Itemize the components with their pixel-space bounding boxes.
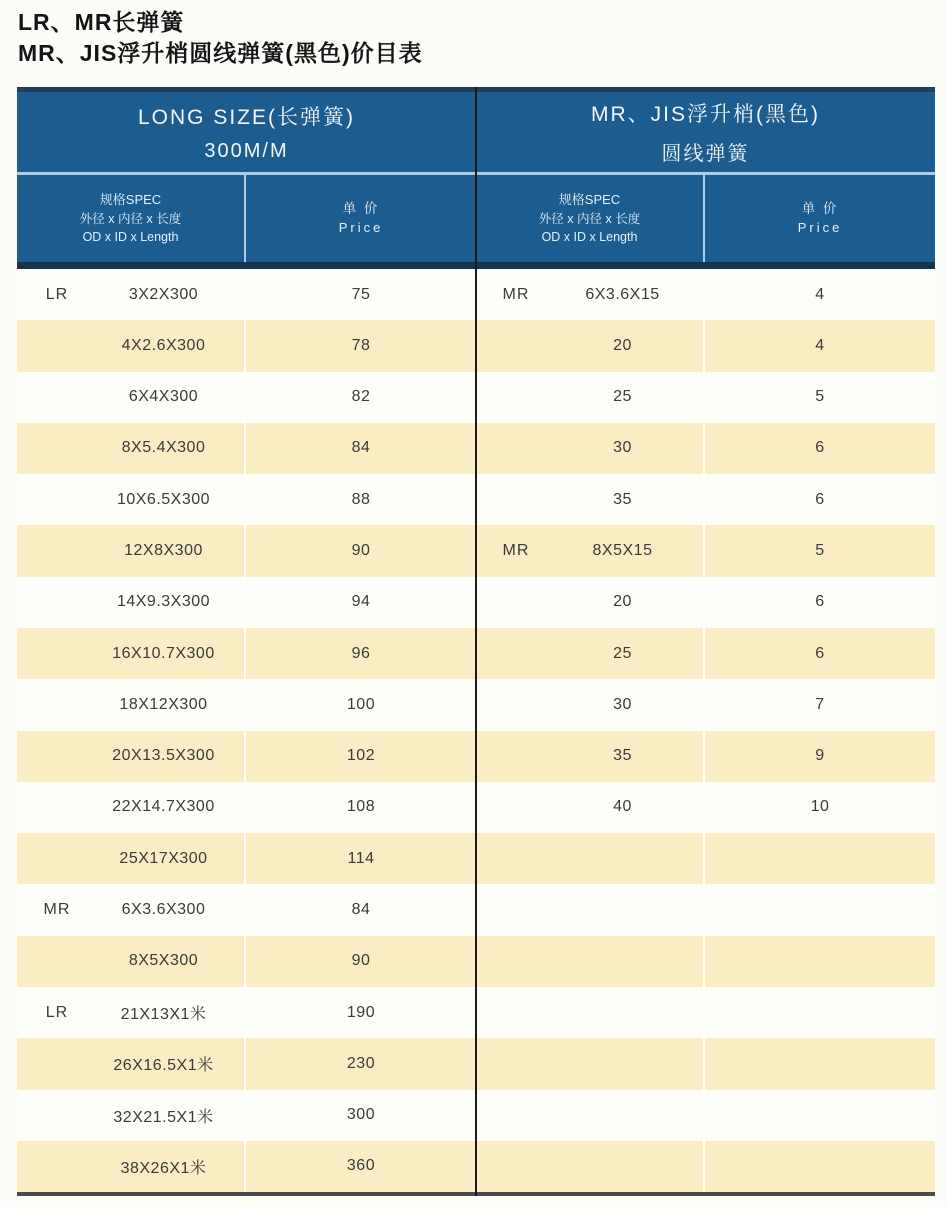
row-spec-value: 20 — [613, 336, 632, 354]
spec-cell — [17, 833, 246, 884]
table-row — [17, 320, 476, 371]
table-row — [17, 372, 476, 423]
spec-cell — [476, 987, 705, 1038]
row-price-value: 9 — [815, 747, 825, 765]
spec-cell — [476, 474, 705, 525]
spec-cell — [17, 782, 246, 833]
table-row — [17, 474, 476, 525]
spec-cell — [476, 423, 705, 474]
spec-cell — [476, 884, 705, 935]
row-price-value: 6 — [815, 439, 825, 457]
spec-cell — [476, 372, 705, 423]
table-row — [17, 833, 476, 884]
left-group-header — [17, 92, 476, 172]
left-spec-header-line3: OD x ID x Length — [82, 229, 179, 244]
row-price-value: 84 — [351, 901, 371, 919]
spec-cell — [17, 320, 246, 371]
row-spec-value: 20 — [613, 593, 632, 611]
price-table — [17, 87, 935, 1196]
row-price-value: 114 — [347, 849, 375, 867]
row-price-value: 300 — [346, 1106, 376, 1124]
spec-cell — [17, 577, 246, 628]
table-row — [476, 1141, 935, 1192]
spec-cell — [476, 833, 705, 884]
row-series-prefix: LR — [45, 1003, 69, 1021]
spec-cell — [17, 423, 246, 474]
left-price-header-line1: 单 价 — [342, 201, 380, 217]
left-spec-header-line2: 外径 x 内径 x 长度 — [79, 211, 182, 226]
row-series-prefix: MR — [502, 285, 530, 303]
row-spec-value: 6X3.6X300 — [121, 901, 206, 919]
row-spec-value: 30 — [613, 439, 632, 457]
right-spec-column-header — [476, 175, 705, 262]
row-price-value: 190 — [346, 1003, 376, 1021]
row-spec-value: 32X21.5X1米 — [113, 1108, 214, 1126]
row-price-value: 10 — [810, 798, 830, 816]
right-spec-header-line1: 规格SPEC — [558, 191, 621, 207]
row-spec-value: 25X17X300 — [119, 849, 208, 867]
row-price-value: 94 — [351, 593, 371, 611]
spec-cell — [476, 1038, 705, 1089]
spec-cell — [476, 1090, 705, 1141]
spec-cell — [476, 731, 705, 782]
row-price-value — [705, 833, 935, 884]
row-price-value — [705, 987, 935, 1038]
row-spec-value: 30 — [613, 695, 632, 713]
table-row — [476, 372, 935, 423]
spec-cell — [476, 525, 705, 576]
spec-cell — [476, 577, 705, 628]
table-row — [17, 269, 476, 320]
right-spec-header-line2: 外径 x 内径 x 长度 — [538, 211, 641, 226]
left-group-subtitle: 300M/M — [204, 140, 289, 162]
spec-cell — [17, 1141, 246, 1192]
row-spec-value: 12X8X300 — [124, 542, 203, 560]
spec-cell — [17, 1090, 246, 1141]
spec-cell — [476, 1141, 705, 1192]
row-spec-value: 8X5X15 — [592, 542, 653, 560]
row-price-value: 84 — [351, 439, 371, 457]
row-price-value — [705, 1090, 935, 1141]
row-price-value: 7 — [815, 695, 825, 713]
table-row — [476, 833, 935, 884]
row-spec-value: 3X2X300 — [128, 285, 199, 303]
row-spec-value: 8X5X300 — [128, 952, 199, 970]
right-table-rows — [476, 269, 935, 1192]
spec-cell — [17, 731, 246, 782]
table-row — [476, 269, 935, 320]
table-row — [17, 1038, 476, 1089]
row-price-value — [705, 1038, 935, 1089]
table-row — [17, 936, 476, 987]
page-title-line2: MR、JIS浮升梢圆线弹簧(黑色)价目表 — [18, 40, 423, 66]
row-spec-value: 16X10.7X300 — [112, 644, 215, 662]
row-spec-value: 10X6.5X300 — [116, 490, 211, 508]
spec-cell — [17, 679, 246, 730]
spec-cell — [17, 884, 246, 935]
spec-cell — [17, 372, 246, 423]
table-row — [476, 474, 935, 525]
spec-cell — [476, 782, 705, 833]
table-row — [17, 1141, 476, 1192]
table-row — [17, 679, 476, 730]
spec-cell — [17, 525, 246, 576]
row-price-value: 5 — [815, 388, 825, 406]
table-row — [17, 884, 476, 935]
row-price-value: 90 — [351, 542, 371, 560]
row-spec-value: 14X9.3X300 — [116, 593, 211, 611]
row-price-value: 90 — [351, 952, 371, 970]
row-price-value: 360 — [346, 1157, 376, 1175]
left-spec-column-header — [17, 175, 246, 262]
table-row — [17, 987, 476, 1038]
spec-cell — [476, 936, 705, 987]
right-group-subtitle: 圆线弹簧 — [661, 143, 750, 165]
right-group-header — [476, 92, 935, 172]
right-group-title: MR、JIS浮升梢(黑色) — [591, 103, 820, 126]
right-price-header-line2: Price — [797, 219, 843, 235]
row-spec-value: 22X14.7X300 — [112, 798, 215, 816]
left-price-header-line2: Price — [338, 219, 384, 235]
row-price-value: 6 — [815, 593, 825, 611]
row-price-value: 88 — [351, 490, 371, 508]
table-row — [17, 1090, 476, 1141]
table-row — [476, 1090, 935, 1141]
table-row — [476, 423, 935, 474]
row-price-value — [705, 936, 935, 987]
row-spec-value: 25 — [613, 388, 632, 406]
row-spec-value: 38X26X1米 — [120, 1159, 207, 1177]
row-series-prefix: MR — [502, 542, 530, 560]
left-table-rows — [17, 269, 476, 1192]
row-price-value: 100 — [346, 695, 376, 713]
spec-cell — [476, 679, 705, 730]
right-spec-header-line3: OD x ID x Length — [541, 229, 638, 244]
row-spec-value: 35 — [613, 747, 632, 765]
row-price-value: 6 — [815, 490, 825, 508]
table-row — [476, 320, 935, 371]
table-row — [476, 577, 935, 628]
spec-cell — [17, 628, 246, 679]
row-spec-value: 6X3.6X15 — [585, 285, 660, 303]
page-title — [18, 7, 423, 69]
row-price-value: 6 — [815, 644, 825, 662]
table-row — [17, 577, 476, 628]
left-price-column-header — [246, 175, 476, 262]
spec-cell — [476, 320, 705, 371]
left-spec-header-line1: 规格SPEC — [99, 191, 162, 207]
row-spec-value: 6X4X300 — [128, 388, 199, 406]
row-spec-value: 4X2.6X300 — [121, 336, 206, 354]
row-price-value: 96 — [351, 644, 371, 662]
table-row — [476, 1038, 935, 1089]
left-group-title: LONG SIZE(长弹簧) — [137, 106, 355, 129]
spec-cell — [476, 628, 705, 679]
spec-cell — [17, 987, 246, 1038]
row-price-value: 4 — [815, 285, 825, 303]
spec-cell — [17, 474, 246, 525]
row-series-prefix: MR — [43, 901, 71, 919]
table-row — [17, 525, 476, 576]
row-price-value: 102 — [346, 747, 376, 765]
right-price-header-line1: 单 价 — [801, 201, 839, 217]
spec-cell — [17, 1038, 246, 1089]
page-title-line1: LR、MR长弹簧 — [18, 9, 185, 35]
spec-cell — [17, 269, 246, 320]
table-row — [17, 423, 476, 474]
row-price-value — [705, 1141, 935, 1192]
row-price-value: 5 — [815, 542, 825, 560]
table-row — [17, 782, 476, 833]
spec-cell — [17, 936, 246, 987]
row-spec-value: 40 — [613, 798, 632, 816]
table-row — [476, 525, 935, 576]
row-spec-value: 26X16.5X1米 — [113, 1057, 214, 1075]
table-center-divider — [475, 87, 477, 1196]
row-spec-value: 21X13X1米 — [120, 1006, 207, 1024]
row-price-value: 82 — [351, 388, 371, 406]
table-row — [17, 731, 476, 782]
table-row — [476, 782, 935, 833]
row-spec-value: 25 — [613, 644, 632, 662]
row-price-value: 108 — [346, 798, 376, 816]
row-price-value: 78 — [351, 336, 371, 354]
row-spec-value: 20X13.5X300 — [112, 747, 215, 765]
row-spec-value: 8X5.4X300 — [121, 439, 206, 457]
table-row — [476, 731, 935, 782]
spec-cell — [476, 269, 705, 320]
row-price-value: 75 — [351, 285, 371, 303]
row-price-value — [705, 884, 935, 935]
right-price-column-header — [705, 175, 935, 262]
row-price-value: 230 — [346, 1054, 376, 1072]
table-row — [476, 679, 935, 730]
row-series-prefix: LR — [45, 285, 69, 303]
table-row — [476, 884, 935, 935]
table-row — [476, 936, 935, 987]
table-row — [476, 628, 935, 679]
row-spec-value: 35 — [613, 490, 632, 508]
row-price-value: 4 — [815, 336, 825, 354]
row-spec-value: 18X12X300 — [119, 695, 208, 713]
table-row — [17, 628, 476, 679]
table-row — [476, 987, 935, 1038]
